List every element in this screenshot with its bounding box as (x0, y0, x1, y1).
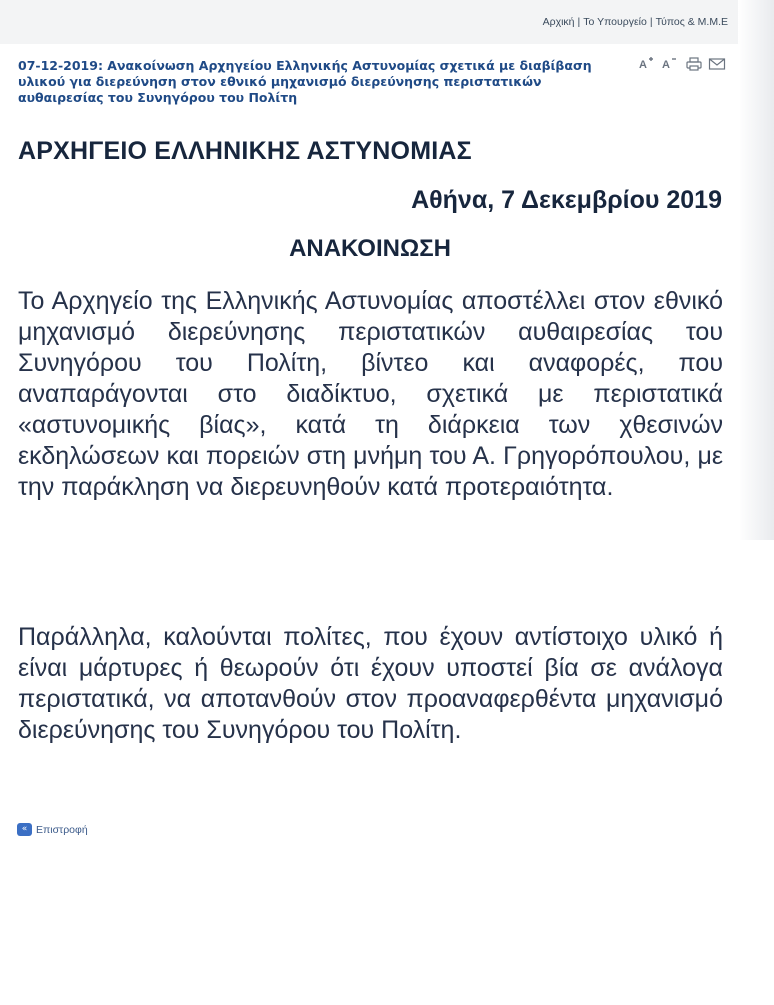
print-icon[interactable] (684, 56, 704, 72)
nav-home-link[interactable]: Αρχική (542, 16, 575, 28)
svg-text:A: A (662, 59, 670, 71)
back-link[interactable] (17, 823, 88, 836)
increase-font-icon[interactable] (638, 56, 658, 72)
nav-separator: | (577, 16, 581, 28)
announcement-heading: ΑΝΑΚΟΙΝΩΣΗ (289, 235, 451, 262)
svg-text:A: A (639, 59, 647, 71)
double-chevron-left-icon: « (17, 823, 32, 836)
top-bar (0, 0, 774, 44)
article-title: 07-12-2019: Ανακοίνωση Αρχηγείου Ελληνικής Αστυνομίας σχετικά με διαβίβαση υλικού για διερεύνηση στον εθνικό μηχανισμό διερεύνησης περιστατικών αυθαιρεσίας του Συνηγόρου του Πολίτη (18, 58, 592, 105)
right-side-strip (738, 0, 774, 540)
nav-separator: | (649, 16, 653, 28)
dateline: Αθήνα, 7 Δεκεμβρίου 2019 (411, 186, 722, 214)
organization-name: ΑΡΧΗΓΕΙΟ ΕΛΛΗΝΙΚΗΣ ΑΣΤΥΝΟΜΙΑΣ (18, 137, 472, 165)
nav-ministry-link[interactable]: Το Υπουργείο (583, 16, 647, 28)
article-tools (638, 56, 727, 72)
article-page (0, 44, 740, 1005)
paragraph-2: Παράλληλα, καλούνται πολίτες, που έχουν αντίστοιχο υλικό ή είναι μάρτυρες ή θεωρούν ότι έχουν υποστεί βία σε ανάλογα περιστατικά, να αποτανθούν στον προαναφερθέντα μηχανισμό διερεύνησης του Συνηγόρου του Πολίτη. (18, 623, 723, 744)
nav-press-link[interactable]: Τύπος & Μ.Μ.Ε (655, 16, 728, 28)
paragraph-1: Το Αρχηγείο της Ελληνικής Αστυνομίας αποστέλλει στον εθνικό μηχανισμό διερεύνησης περιστατικών αυθαιρεσίας του Συνηγόρου του Πολίτη, βίντεο και αναφορές, που αναπαράγονται στο διαδίκτυο, σχετικά με περιστατικά «αστυνομικής βίας», κατά τη διάρκεια των χθεσινών εκδηλώσεων και πορειών στη μνήμη του Α. Γρηγορόπουλου, με την παράκληση να διερευνηθούν κατά προτεραιότητα. (18, 287, 723, 501)
back-label: Επιστροφή (36, 823, 88, 836)
top-navigation (543, 16, 728, 28)
email-icon[interactable] (707, 56, 727, 72)
decrease-font-icon[interactable] (661, 56, 681, 72)
